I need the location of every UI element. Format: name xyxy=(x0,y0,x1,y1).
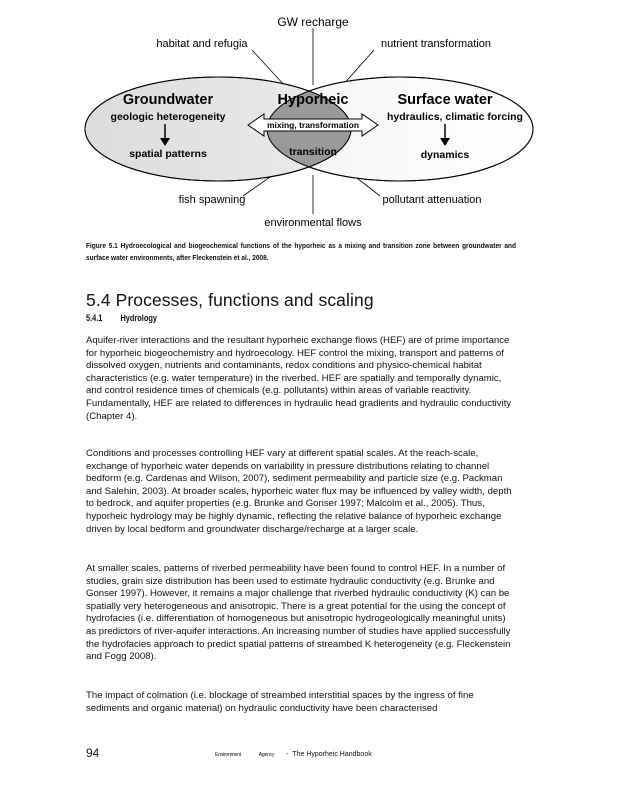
label-transition: transition xyxy=(289,146,337,158)
paragraph-3: At smaller scales, patterns of riverbed permeability have been found to control HEF. In a number of studies, grain size distribution has been used to estimate hydraulic conductivity (e.g. Brunke and Gonser 1997). However, it remains a major challenge that riverbed hydraulic conductivity (K) can be spatially very heterogeneous and anisotropic. There is a great potential for the using the concept of hydrofacies (i.e. differentiation of homogeneous but anisotropic hydrogeologically meaningful units) as predictors of river-aquifer interactions. An increasing number of studies have applied successfully the hydrofacies approach to predict spatial patterns of streambed K heterogeneity (e.g. Fleckenstein and Fogg 2008). xyxy=(86,563,511,663)
subsection-heading xyxy=(86,313,157,323)
paragraph-2: Conditions and processes controlling HEF vary at different spatial scales. At the reach-scale, exchange of hyporheic water depends on variability in pressure distributions relating to channel bedform (e.g. Cardenas and Wilson, 2007), sediment permeability and particle size (e.g. Packman and Salehin, 2003). At broader scales, hyporheic water flux may be influenced by valley width, depth to bedrock, and aquifer properties (e.g. Brunke and Gonser 1997; Malcolm et al., 2005). Thus, hyporheic hydrology may be highly dynamic, reflecting the relative balance of hyporheic exchange driven by local bedform and groundwater discharge/recharge at a larger scale. xyxy=(86,448,512,535)
label-mixing: mixing, transformation xyxy=(266,120,360,130)
footer-book-line: Environment Agency - The Hyporheic Handbook xyxy=(215,751,372,758)
label-spatial: spatial patterns xyxy=(129,148,207,160)
figure-caption: Figure 5.1 Hydroecological and biogeochemical functions of the hyporheic as a mixing and transition zone between groundwater and surface water environments, after Fleckenstein et al., 2008. xyxy=(86,241,516,262)
label-hydraulics: hydraulics, climatic forcing xyxy=(387,111,523,123)
page-number: 94 xyxy=(86,746,100,760)
paragraph-4: The impact of colmation (i.e. blockage of streambed interstitial spaces by the ingress of fine sediments and organic material) on hydraulic conductivity have been characterised xyxy=(86,690,474,714)
section-title: 5.4 Processes, functions and scaling xyxy=(86,290,374,310)
agency-word-1: Environment xyxy=(215,752,241,758)
label-groundwater: Groundwater xyxy=(122,92,214,108)
label-env-flows: environmental flows xyxy=(264,217,362,229)
agency-word-2: Agency xyxy=(258,752,275,758)
label-dynamics: dynamics xyxy=(420,149,470,161)
book-title: The Hyporheic Handbook xyxy=(292,751,372,758)
paragraph-1: Aquifer-river interactions and the resultant hyporheic exchange flows (HEF) are of prime importance for hyporheic biogeochemistry and hydroecology. HEF control the mixing, transport and patterns of dissolved oxygen, nutrients and contaminants, redox conditions and physico-chemical habitat characteristics (e.g. water temperature) in the riverbed. HEF are spatially and temporally dynamic, and control residence times of chemicals (e.g. pollutants) within areas of variable reactivity. Fundamentally, HEF are related to differences in hydraulic head gradients and hydraulic conductivity (Chapter 4). xyxy=(86,335,512,422)
label-nutrient: nutrient transformation xyxy=(380,38,492,50)
label-pollutant: pollutant attenuation xyxy=(382,194,482,206)
label-gw-recharge: GW recharge xyxy=(277,15,349,29)
subsection-number: 5.4.1 xyxy=(86,313,103,323)
label-surface-water: Surface water xyxy=(397,92,493,108)
label-fish: fish spawning xyxy=(178,194,246,206)
subsection-title: Hydrology xyxy=(120,313,157,323)
label-habitat: habitat and refugia xyxy=(156,38,248,50)
label-geologic: geologic heterogeneity xyxy=(110,111,226,123)
hyporheic-figure xyxy=(0,0,618,235)
label-hyporheic: Hyporheic xyxy=(277,92,349,108)
